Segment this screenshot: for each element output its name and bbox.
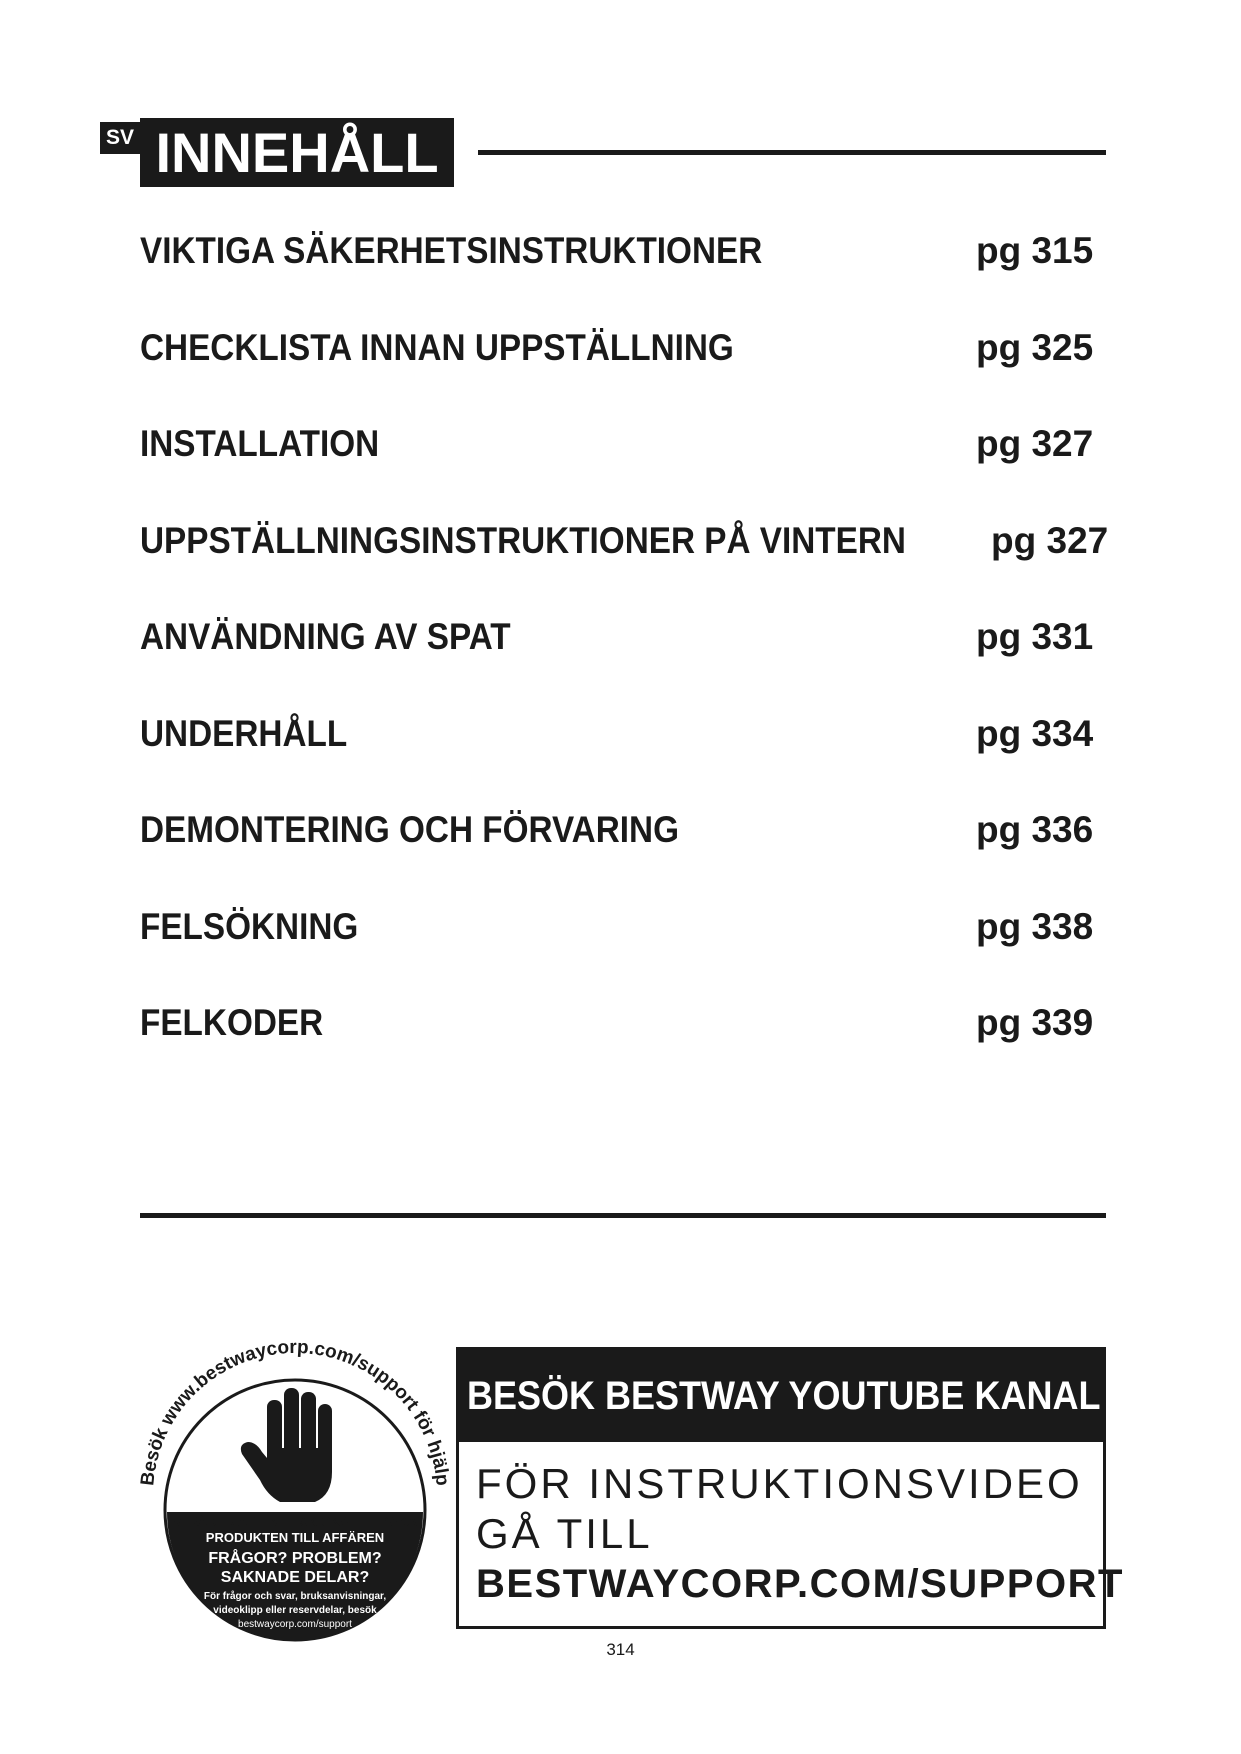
toc-entry[interactable] bbox=[140, 616, 1106, 713]
toc-entry-label: FELKODER bbox=[140, 1002, 324, 1043]
table-of-contents bbox=[140, 230, 1109, 1099]
toc-entry-page: pg 315 bbox=[976, 230, 1094, 271]
title-divider bbox=[478, 150, 1106, 155]
toc-entry-page: pg 336 bbox=[976, 809, 1094, 850]
youtube-callout-line2: GÅ TILL bbox=[476, 1510, 653, 1557]
badge-question-line2: SAKNADE DELAR? bbox=[220, 1569, 370, 1586]
toc-entry-label: VIKTIGA SÄKERHETSINSTRUKTIONER bbox=[140, 230, 763, 271]
toc-entry[interactable] bbox=[140, 906, 1106, 1003]
toc-entry-page: pg 325 bbox=[976, 326, 1094, 368]
badge-info-url: bestwaycorp.com/support bbox=[238, 1619, 352, 1630]
toc-entry[interactable] bbox=[140, 327, 1106, 424]
badge-info-line1: För frågor och svar, bruksanvisningar, bbox=[203, 1591, 387, 1602]
page-number: 314 bbox=[606, 1640, 635, 1659]
toc-entry[interactable] bbox=[140, 423, 1106, 520]
toc-entry[interactable] bbox=[140, 230, 1106, 327]
youtube-callout-heading bbox=[459, 1350, 1103, 1442]
support-badge bbox=[130, 1330, 460, 1660]
badge-question-line1: FRÅGOR? PROBLEM? bbox=[208, 1550, 382, 1567]
page-title: INNEHÅLL bbox=[140, 118, 454, 187]
language-tag: SV bbox=[100, 122, 140, 154]
toc-entry-label: INSTALLATION bbox=[140, 423, 380, 464]
toc-entry-page: pg 334 bbox=[976, 712, 1094, 754]
support-url-link[interactable]: BESTWAYCORP.COM/SUPPORT bbox=[476, 1562, 1124, 1606]
badge-arc-text: Besök www.bestwaycorp.com/support för hjälp bbox=[137, 1336, 453, 1487]
toc-entry-label: ANVÄNDNING AV SPAT bbox=[140, 616, 511, 657]
badge-info-line2: videoklipp eller reservdelar, besök bbox=[213, 1605, 377, 1616]
youtube-callout bbox=[456, 1347, 1124, 1629]
toc-entry-label: DEMONTERING OCH FÖRVARING bbox=[140, 809, 679, 850]
youtube-heading-text: BESÖK BESTWAY YOUTUBE KANAL bbox=[467, 1373, 1101, 1418]
badge-warning-line1: VI RÅDER ATT INTE SKICKA TILLBAKA bbox=[172, 1514, 418, 1529]
toc-entry-page: pg 327 bbox=[976, 423, 1094, 464]
toc-entry-label: UPPSTÄLLNINGSINSTRUKTIONER PÅ VINTERN bbox=[140, 519, 906, 561]
badge-warning-line2: PRODUKTEN TILL AFFÄREN bbox=[205, 1530, 385, 1545]
youtube-callout-line1: FÖR INSTRUKTIONSVIDEO bbox=[476, 1460, 1083, 1507]
toc-entry[interactable] bbox=[140, 713, 1106, 810]
toc-entry-label: FELSÖKNING bbox=[140, 905, 359, 947]
section-divider bbox=[140, 1213, 1106, 1218]
toc-entry[interactable] bbox=[140, 809, 1106, 906]
toc-entry[interactable] bbox=[140, 1002, 1106, 1099]
toc-entry-label: UNDERHÅLL bbox=[140, 712, 348, 754]
toc-entry-label: CHECKLISTA INNAN UPPSTÄLLNING bbox=[140, 326, 734, 368]
toc-entry-page: pg 338 bbox=[976, 905, 1094, 947]
toc-entry[interactable] bbox=[140, 519, 1109, 617]
toc-entry-page: pg 331 bbox=[976, 616, 1094, 657]
toc-entry-page: pg 339 bbox=[976, 1002, 1094, 1043]
toc-entry-page: pg 327 bbox=[991, 519, 1109, 561]
